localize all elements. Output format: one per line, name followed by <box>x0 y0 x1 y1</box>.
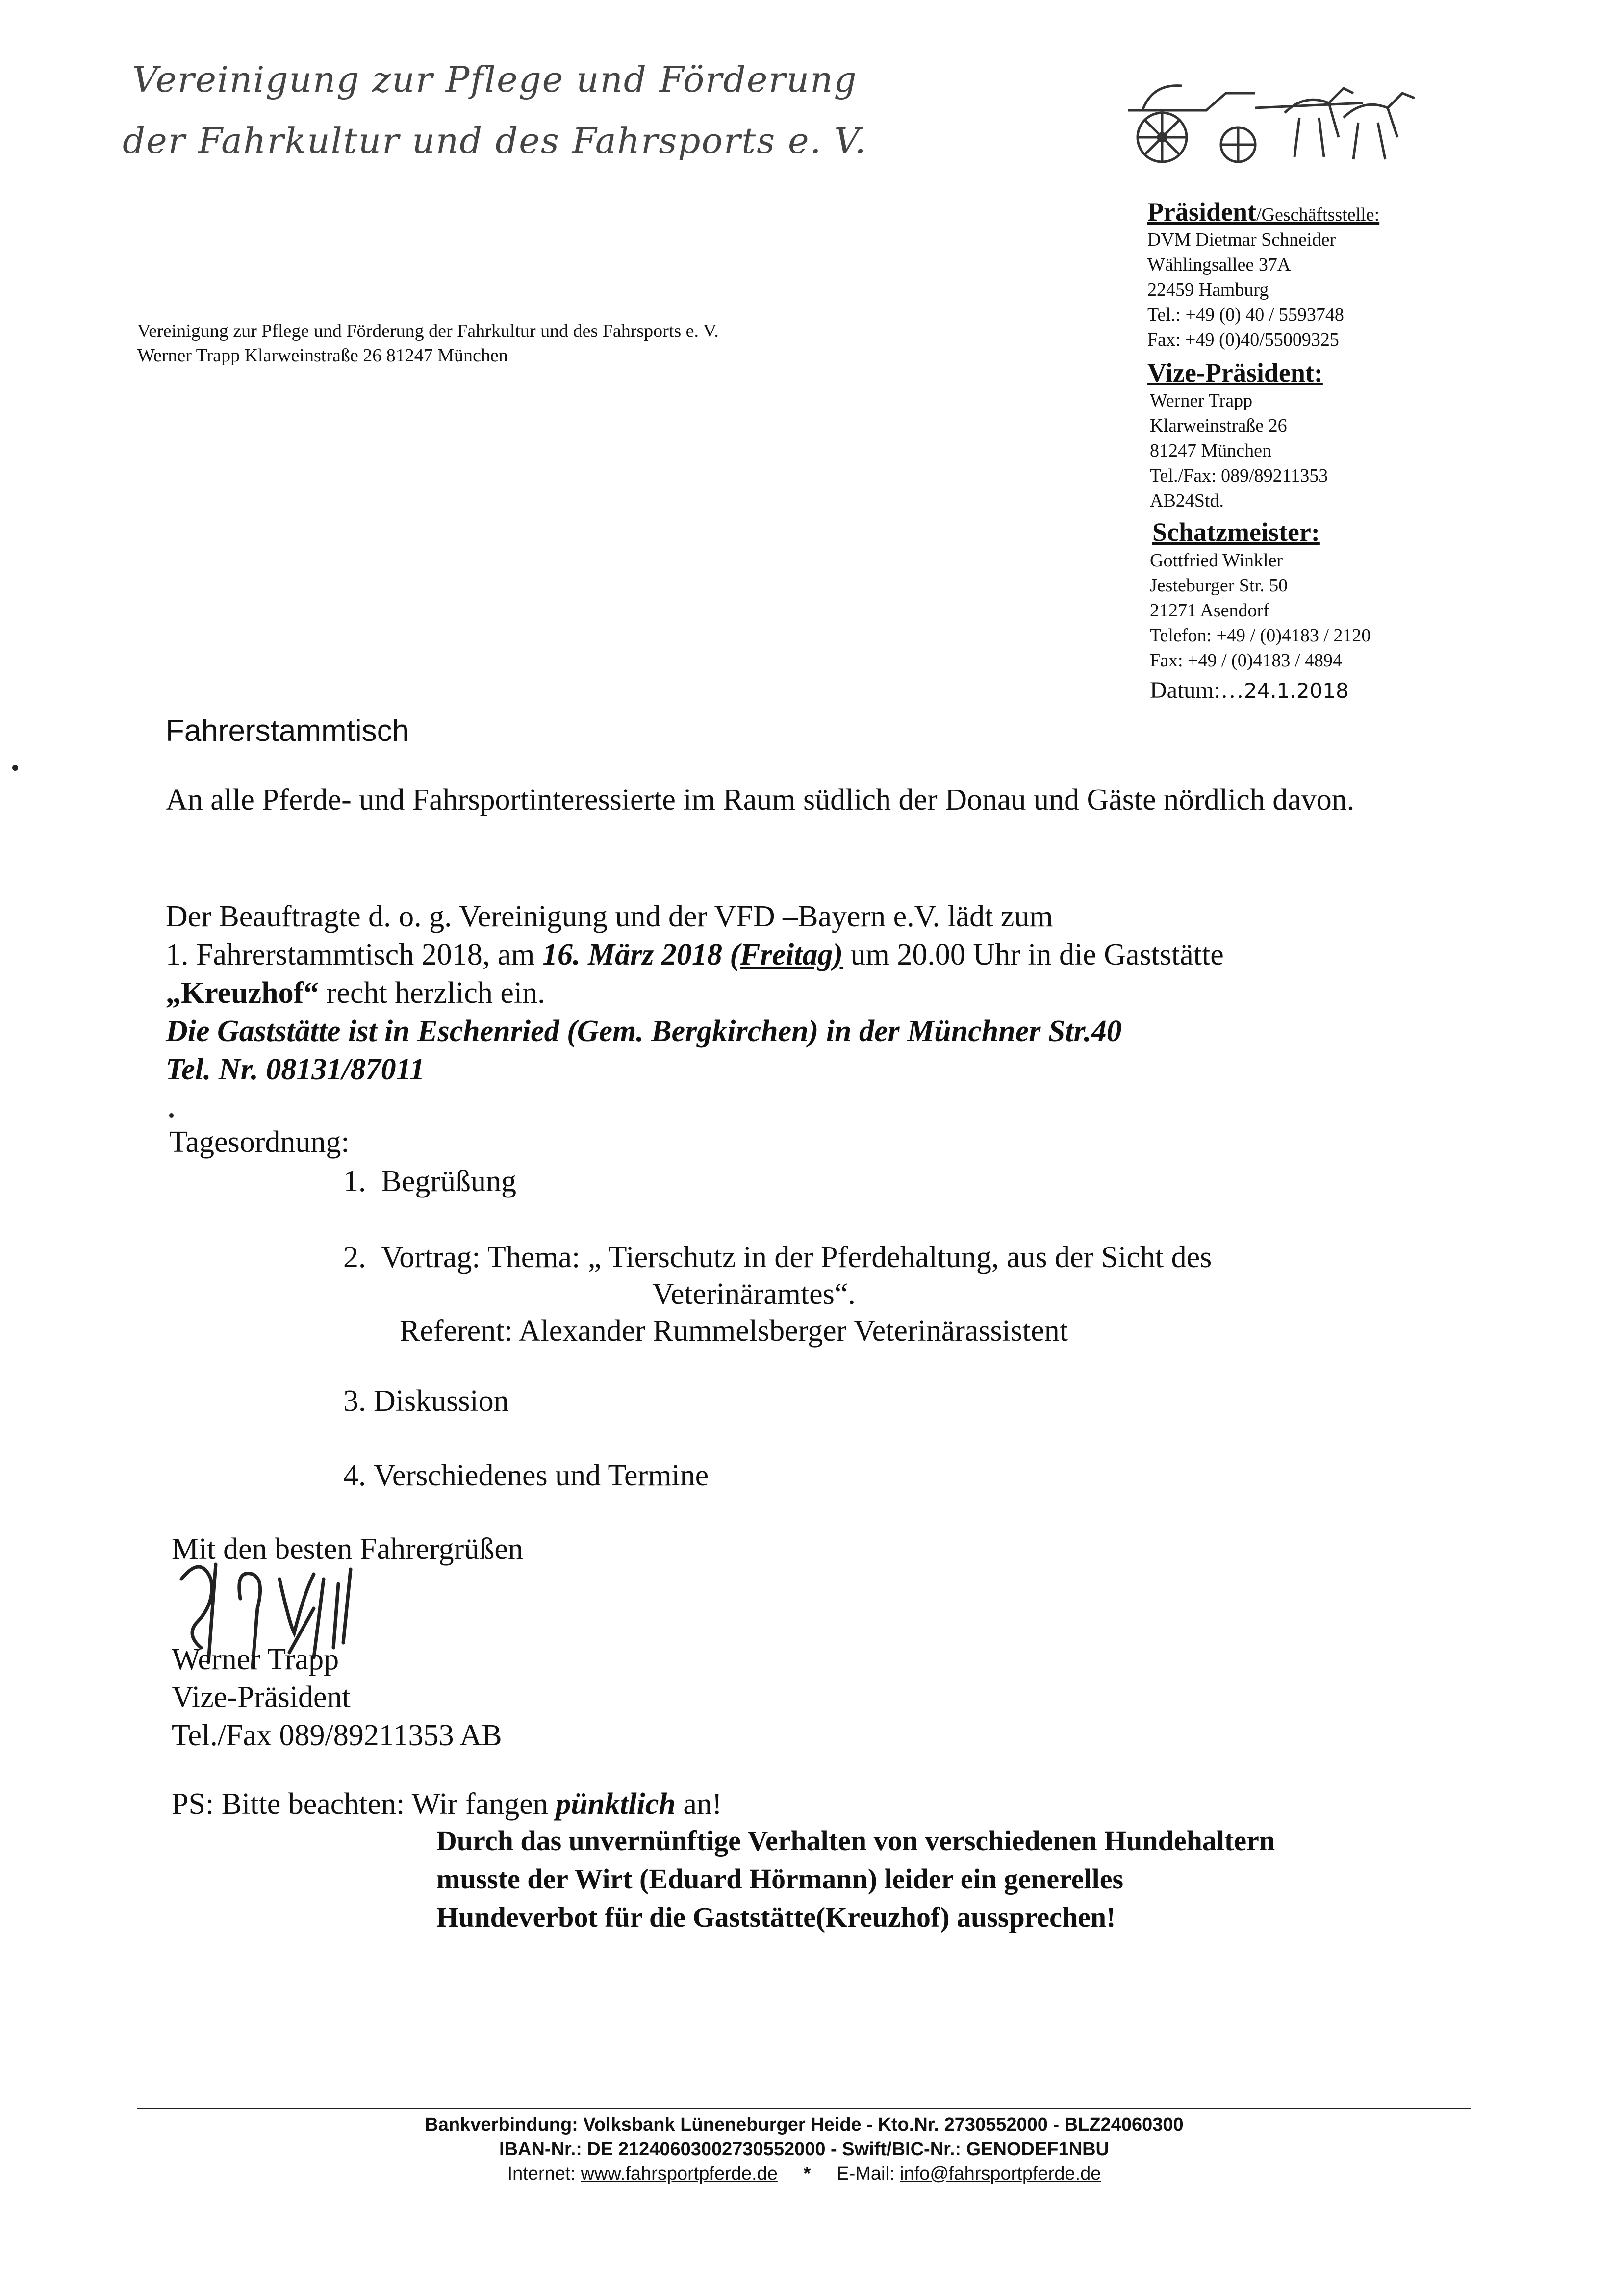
invitation-text-c: recht herzlich ein. <box>319 976 545 1010</box>
vice-president-line: Klarweinstraße 26 <box>1150 415 1287 436</box>
sender-org: Vereinigung zur Pflege und Förderung der Fahrkultur und des Fahrsports e. V. <box>137 321 719 341</box>
ps-emphasis: pünktlich <box>556 1787 676 1821</box>
closing-greeting: Mit den besten Fahrergrüßen <box>172 1532 523 1566</box>
vice-president-details <box>1150 388 1328 513</box>
ps-notice <box>436 1822 1275 1936</box>
treasurer-line: 21271 Asendorf <box>1150 600 1269 621</box>
agenda-text: Diskussion <box>374 1384 509 1418</box>
agenda-item-1 <box>343 1162 516 1200</box>
vice-president-line: Werner Trapp <box>1150 390 1253 411</box>
letterhead-line-2: der Fahrkultur und des Fahrsports e. V. <box>123 120 867 161</box>
event-weekday: (Freitag) <box>730 938 843 971</box>
footer-separator: * <box>777 2164 837 2184</box>
signer-name: Werner Trapp <box>172 1643 339 1676</box>
president-line: Tel.: +49 (0) 40 / 5593748 <box>1147 305 1344 325</box>
agenda-num: 3. <box>343 1384 366 1418</box>
invitation-text-b: um 20.00 Uhr in die Gaststätte <box>843 938 1224 971</box>
treasurer-details <box>1150 548 1370 673</box>
letter-title: Fahrerstammtisch <box>166 714 409 748</box>
vice-president-line: AB24Std. <box>1150 490 1224 511</box>
agenda-num: 4. <box>343 1459 366 1492</box>
president-line: 22459 Hamburg <box>1147 280 1269 300</box>
footer-email-link[interactable]: info@fahrsportpferde.de <box>900 2164 1101 2184</box>
ps-text-a: PS: Bitte beachten: Wir fangen <box>172 1787 556 1821</box>
ps-line <box>172 1785 722 1823</box>
bullet-dot <box>169 1113 174 1118</box>
treasurer-line: Gottfried Winkler <box>1150 550 1283 571</box>
treasurer-line: Jesteburger Str. 50 <box>1150 575 1288 596</box>
ps-text-b: an! <box>675 1787 722 1821</box>
agenda-num: 1. <box>343 1165 366 1198</box>
signer-role: Vize-Präsident <box>172 1681 351 1714</box>
ps-notice-line: Hundeverbot für die Gaststätte(Kreuzhof) aussprechen! <box>436 1901 1116 1933</box>
agenda-item-4 <box>343 1456 709 1495</box>
invitation-line-1: Der Beauftragte d. o. g. Vereinigung und der VFD –Bayern e.V. lädt zum <box>166 900 1053 933</box>
event-date: 16. März 2018 <box>542 938 722 971</box>
ps-notice-line: Durch das unvernünftige Verhalten von verschiedenen Hundehaltern <box>436 1825 1275 1857</box>
agenda-item-2 <box>343 1238 1212 1276</box>
president-heading-suffix: /Geschäftsstelle: <box>1256 204 1380 225</box>
date-label: Datum:… <box>1150 677 1244 703</box>
invitation-line-2 <box>166 936 1224 974</box>
intro-paragraph: An alle Pferde- und Fahrsportinteressierte im Raum südlich der Donau und Gäste nördlich davon. <box>166 783 1355 816</box>
agenda-text: Begrüßung <box>381 1165 517 1198</box>
vice-president-heading: Vize-Präsident: <box>1147 358 1323 387</box>
carriage-logo-icon <box>1108 64 1432 167</box>
footer-iban: IBAN-Nr.: DE 21240603002730552000 - Swift/BIC-Nr.: GENODEF1NBU <box>499 2139 1109 2160</box>
agenda-item-2-continued: Veterinäramtes“. <box>652 1277 856 1311</box>
footer-divider <box>137 2108 1471 2109</box>
signer-contact: Tel./Fax 089/89211353 AB <box>172 1719 502 1752</box>
sender-address: Werner Trapp Klarweinstraße 26 81247 München <box>137 345 508 366</box>
footer-contact <box>137 2162 1471 2186</box>
vice-president-line: Tel./Fax: 089/89211353 <box>1150 465 1328 486</box>
agenda-item-2-speaker: Referent: Alexander Rummelsberger Veterinärassistent <box>400 1314 1068 1348</box>
venue-location: Die Gaststätte ist in Eschenried (Gem. Bergkirchen) in der Münchner Str.40 <box>166 1015 1122 1048</box>
letterhead-line-1: Vereinigung zur Pflege und Förderung <box>132 59 858 100</box>
invitation-text-a: 1. Fahrerstammtisch 2018, am <box>166 938 542 971</box>
margin-dot <box>12 765 18 771</box>
invitation-line-3 <box>166 974 545 1012</box>
vice-president-line: 81247 München <box>1150 440 1272 461</box>
footer-internet-label: Internet: <box>507 2164 581 2184</box>
venue-name: „Kreuzhof“ <box>166 976 319 1010</box>
footer-website-link[interactable]: www.fahrsportpferde.de <box>581 2164 778 2184</box>
treasurer-line: Telefon: +49 / (0)4183 / 2120 <box>1150 625 1371 646</box>
letter-date <box>1150 677 1349 704</box>
president-heading-title: Präsident <box>1147 197 1256 227</box>
treasurer-line: Fax: +49 / (0)4183 / 4894 <box>1150 650 1342 671</box>
footer-email-label: E-Mail: <box>837 2164 900 2184</box>
invitation-space <box>722 938 730 971</box>
ps-notice-line: musste der Wirt (Eduard Hörmann) leider ein generelles <box>436 1863 1124 1895</box>
agenda-item-3 <box>343 1382 509 1420</box>
agenda-text: Verschiedenes und Termine <box>374 1459 709 1492</box>
treasurer-heading: Schatzmeister: <box>1152 517 1320 547</box>
agenda-text: Vortrag: Thema: „ Tierschutz in der Pferdehaltung, aus der Sicht des <box>381 1241 1212 1274</box>
date-value: 24.1.2018 <box>1243 679 1349 703</box>
agenda-label: Tagesordnung: <box>169 1125 350 1159</box>
footer-bank: Bankverbindung: Volksbank Lüneneburger Heide - Kto.Nr. 2730552000 - BLZ24060300 <box>425 2115 1184 2135</box>
venue-phone: Tel. Nr. 08131/87011 <box>166 1053 425 1086</box>
president-line: Wählingsallee 37A <box>1147 255 1291 275</box>
president-details <box>1147 228 1344 353</box>
agenda-num: 2. <box>343 1241 366 1274</box>
president-line: Fax: +49 (0)40/55009325 <box>1147 330 1339 350</box>
president-line: DVM Dietmar Schneider <box>1147 229 1336 250</box>
president-heading <box>1147 197 1379 229</box>
